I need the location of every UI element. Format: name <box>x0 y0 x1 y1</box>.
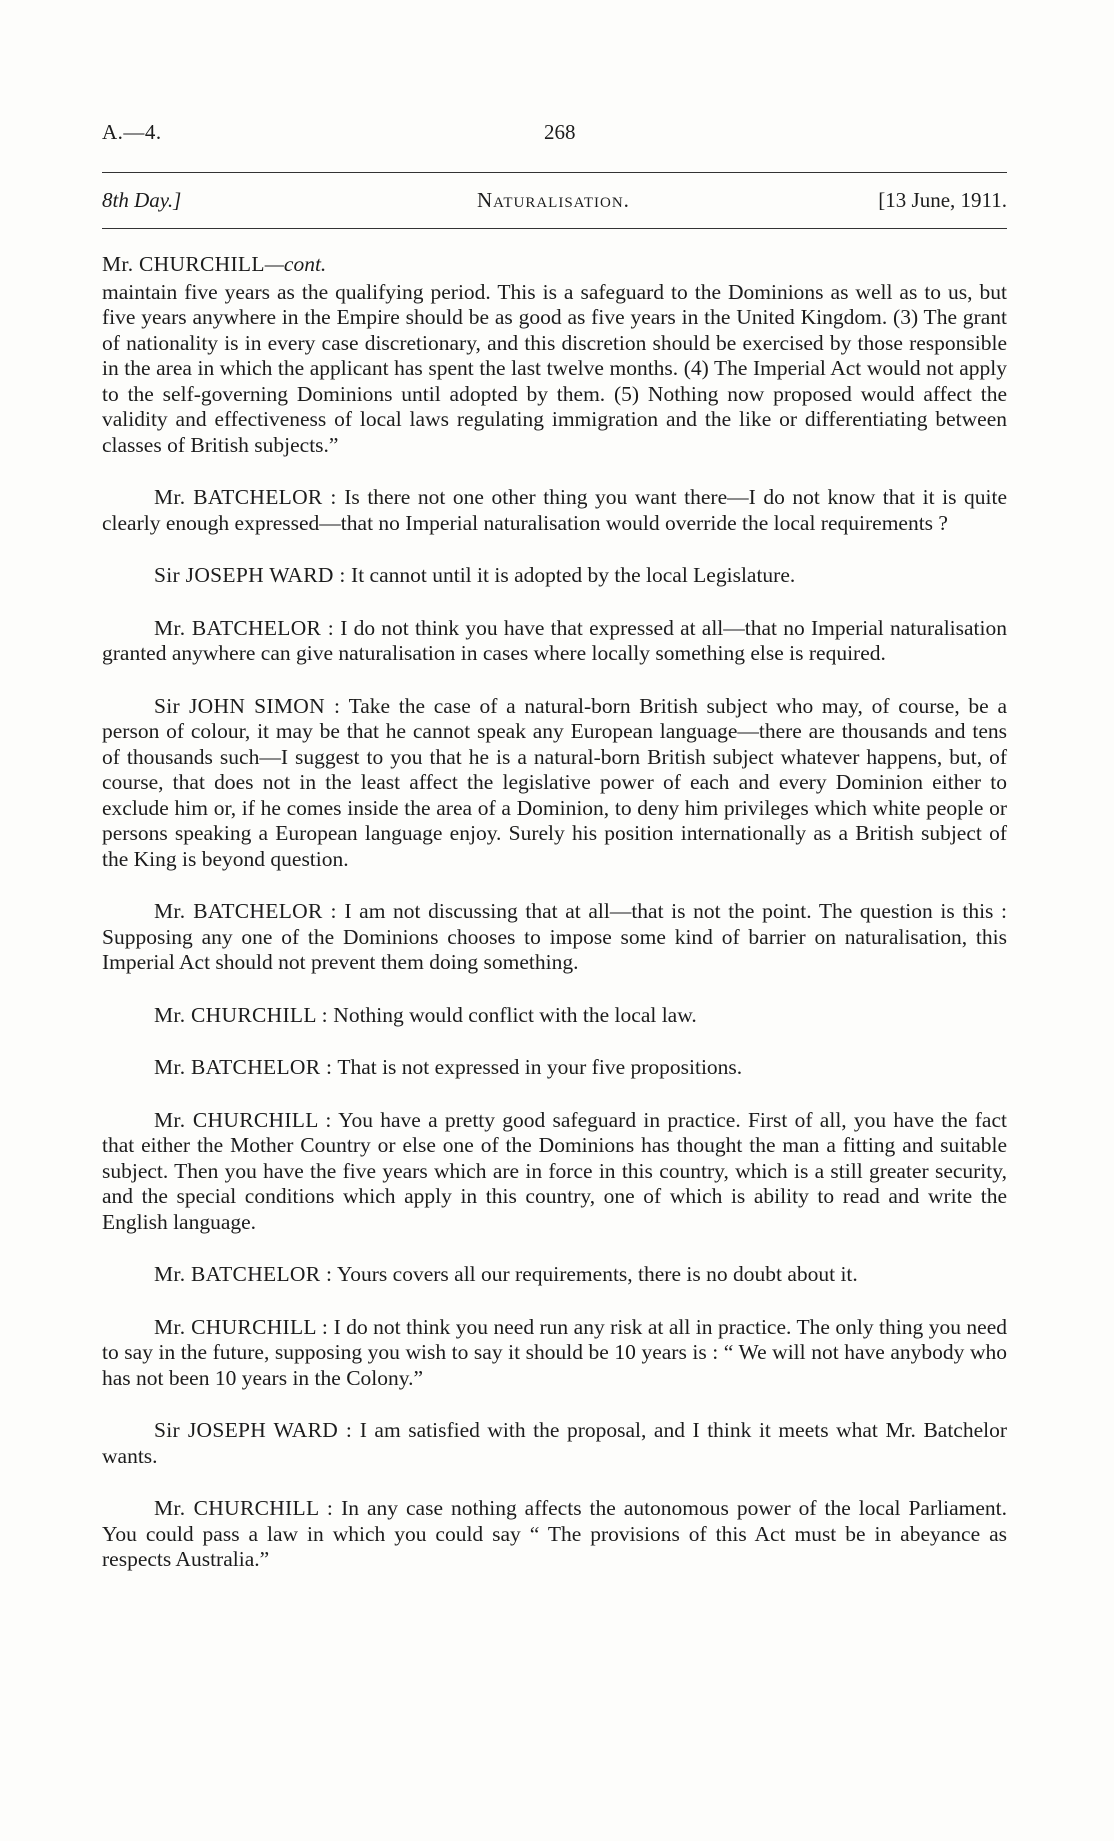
paragraph <box>102 1262 1007 1288</box>
header-rule-bottom <box>102 228 1007 229</box>
paragraph <box>102 1315 1007 1392</box>
speech-text: You have a pretty good safeguard in practice. First of all, you have the fact that either the Mother Country or else one of the Dominions has thought the man a fitting and suitable subject. Then you have the five years which are in force in this country, which is a still greater security, and the special conditions which apply in this country, one of which is ability to read and write the English language. <box>102 1107 1007 1234</box>
continuation-line <box>102 252 1007 278</box>
speech-text: It cannot until it is adopted by the local Legislature. <box>351 563 796 587</box>
speech-text: In any case nothing affects the autonomous power of the local Parliament. You could pass a law in which you could say “ The provisions of this Act must be in abeyance as respects Australia.” <box>102 1496 1007 1571</box>
speaker-name: Mr. CHURCHILL : <box>154 1496 334 1520</box>
page-top-line <box>102 120 1007 150</box>
speech-text: Nothing would conflict with the local law. <box>333 1002 697 1027</box>
speaker-name: Mr. BATCHELOR : <box>154 615 334 640</box>
speech-text: Is there not one other thing you want there—I do not know that it is quite clearly enough expressed—that no Imperial naturalisation would override the local requirements ? <box>102 485 1007 535</box>
continued-marker: —cont. <box>264 252 327 276</box>
paragraph <box>102 563 1007 589</box>
speaker-name: Mr. BATCHELOR : <box>154 1055 333 1079</box>
speech-text: I am satisfied with the proposal, and I think it meets what Mr. Batchelor wants. <box>102 1418 1008 1468</box>
opening-paragraph: maintain five years as the qualifying period. This is a safeguard to the Dominions as well as to us, but five years anywhere in the Empire should be as good as five years in the United Kingdom. (3) The grant of nationality is in every case discretionary, and this discretion should be exercised by those responsible in the area in which the applicant has spent the last twelve months. (4) The Imperial Act would not apply to the self-governing Dominions until adopted by them. (5) Nothing now proposed would affect the validity and effectiveness of local laws regulating immigration and the like or differentiating between classes of British subjects.” <box>102 279 1007 457</box>
speech-text: Yours covers all our requirements, there is no doubt about it. <box>336 1262 858 1286</box>
speech-text: I do not think you have that expressed at all—that no Imperial naturalisation granted anywhere can give naturalisation in cases where locally something else is required. <box>102 615 1007 665</box>
speaker-name: Mr. CHURCHILL : <box>154 1314 329 1339</box>
speaker-name: Sir JOSEPH WARD : <box>154 1418 353 1442</box>
speaker-name: Mr. CHURCHILL : <box>154 1002 328 1027</box>
continued-speaker: Mr. CHURCHILL <box>102 252 265 276</box>
document-body <box>102 252 1007 1573</box>
speaker-name: Mr. BATCHELOR : <box>154 1262 333 1286</box>
speaker-name: Sir JOHN SIMON : <box>154 693 341 718</box>
section-title: Naturalisation. <box>477 188 630 212</box>
sitting-day: 8th Day.] <box>102 188 182 212</box>
speaker-name: Sir JOSEPH WARD : <box>154 563 346 587</box>
speech-text: That is not expressed in your five propositions. <box>337 1055 743 1079</box>
speech-text: I do not think you need run any risk at all in practice. The only thing you need to say in the future, supposing you wish to say it should be 10 years is : “ We will not have anybody who has not been 10 years in the Colony.” <box>102 1314 1008 1390</box>
speaker-name: Mr. BATCHELOR : <box>154 485 337 509</box>
speech-text: Take the case of a natural-born British subject who may, of course, be a person of colour, it may be that he cannot speak any European language—there are thousands and tens of thousands such—I suggest to you that he is a natural-born British subject whatever happens, but, of course, that does not in the least affect the legislative power of each and every Dominion either to exclude him or, if he comes inside the area of a Dominion, to deny him privileges which white people or persons speaking a European language enjoy. Surely his position internationally as a British subject of the King is beyond question. <box>102 693 1007 871</box>
paragraph <box>102 616 1007 667</box>
speaker-name: Mr. CHURCHILL : <box>154 1107 332 1132</box>
sitting-date: [13 June, 1911. <box>878 188 1007 212</box>
sheet-reference: A.—4. <box>102 120 162 144</box>
paragraph <box>102 1108 1007 1236</box>
paragraph <box>102 1496 1007 1573</box>
header-rule-top <box>102 172 1007 173</box>
paragraph <box>102 1418 1007 1469</box>
running-head <box>102 188 1007 218</box>
paragraph <box>102 694 1007 873</box>
paragraph <box>102 1003 1007 1029</box>
page-number: 268 <box>544 120 576 144</box>
paragraph <box>102 899 1007 976</box>
speech-text: I am not discussing that at all—that is not the point. The question is this : Supposing any one of the Dominions chooses to impose some kind of barrier on naturalisation, this Imperial Act should not prevent them doing something. <box>102 899 1007 974</box>
paragraph <box>102 1055 1007 1081</box>
paragraph <box>102 485 1007 536</box>
speaker-name: Mr. BATCHELOR : <box>154 899 337 923</box>
